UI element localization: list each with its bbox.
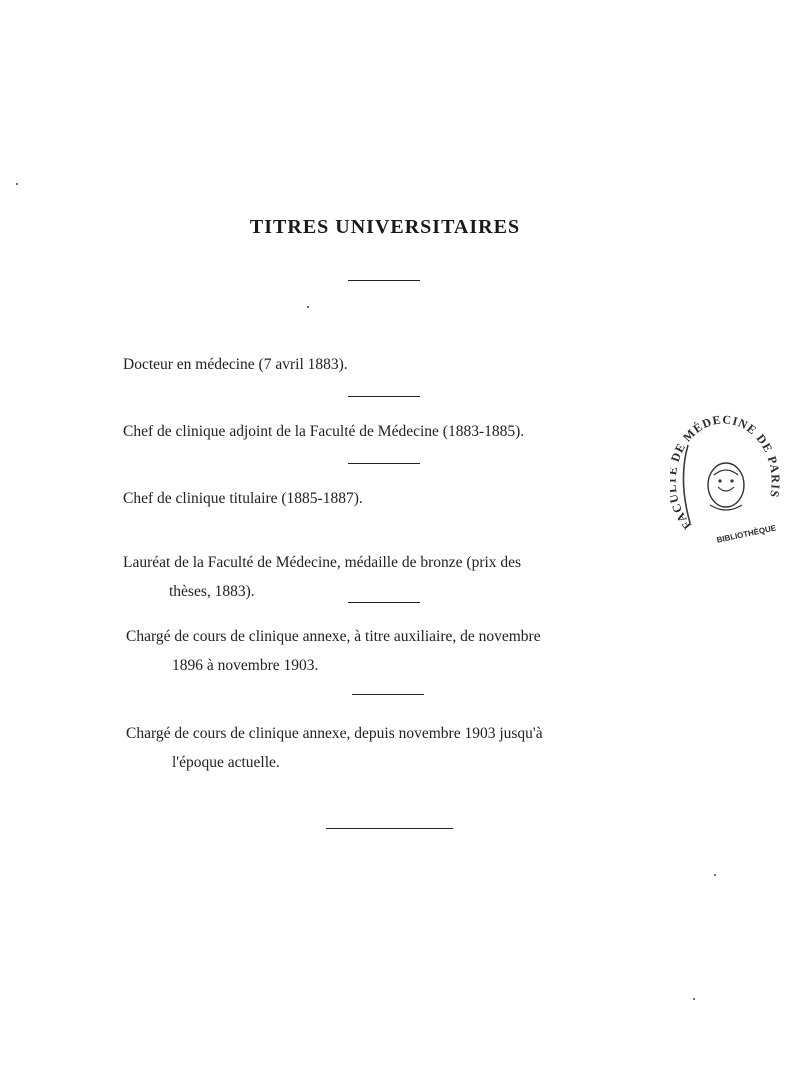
entry-cours-actuel — [126, 719, 543, 777]
entry-chef-titulaire — [123, 484, 363, 513]
page-title: TITRES UNIVERSITAIRES — [249, 216, 521, 238]
scan-speck — [307, 306, 309, 308]
entry-line: Chef de clinique titulaire (1885-1887). — [123, 490, 363, 507]
entry-line-continued: l'époque actuelle. — [172, 754, 280, 771]
scan-speck — [693, 998, 695, 1000]
entry-line: Chargé de cours de clinique annexe, depuis novembre 1903 jusqu'à — [126, 725, 543, 742]
entry-line: Chargé de cours de clinique annexe, à titre auxiliaire, de novembre — [126, 628, 541, 645]
entry-laureat — [123, 548, 521, 606]
title-rule — [348, 280, 420, 281]
entry-cours-auxiliaire — [126, 622, 541, 680]
scan-speck — [16, 183, 18, 185]
entry-rule — [348, 463, 420, 464]
entry-rule — [352, 694, 424, 695]
entry-line-continued: thèses, 1883). — [169, 583, 255, 600]
entry-line: Chef de clinique adjoint de la Faculté de Médecine (1883-1885). — [123, 423, 525, 440]
entry-line: Lauréat de la Faculté de Médecine, médaille de bronze (prix des — [123, 554, 522, 571]
entry-doctorate — [123, 350, 348, 379]
entry-rule — [348, 602, 420, 603]
closing-rule — [326, 828, 453, 829]
entry-line-continued: 1896 à novembre 1903. — [172, 657, 319, 674]
entry-rule — [348, 396, 420, 397]
entry-line: Docteur en médecine (7 avril 1883). — [123, 356, 348, 373]
entry-chef-adjoint — [123, 417, 524, 446]
svg-text:FACULTÉ DE MÉDECINE DE PARIS: FAC E MÉDECINE DE PARIS — [670, 412, 782, 533]
scan-speck — [714, 874, 716, 876]
svg-text:BIBLIOTHÈQUE: BIBLIOTHÈQUE — [715, 523, 777, 545]
library-stamp-icon — [670, 405, 782, 555]
